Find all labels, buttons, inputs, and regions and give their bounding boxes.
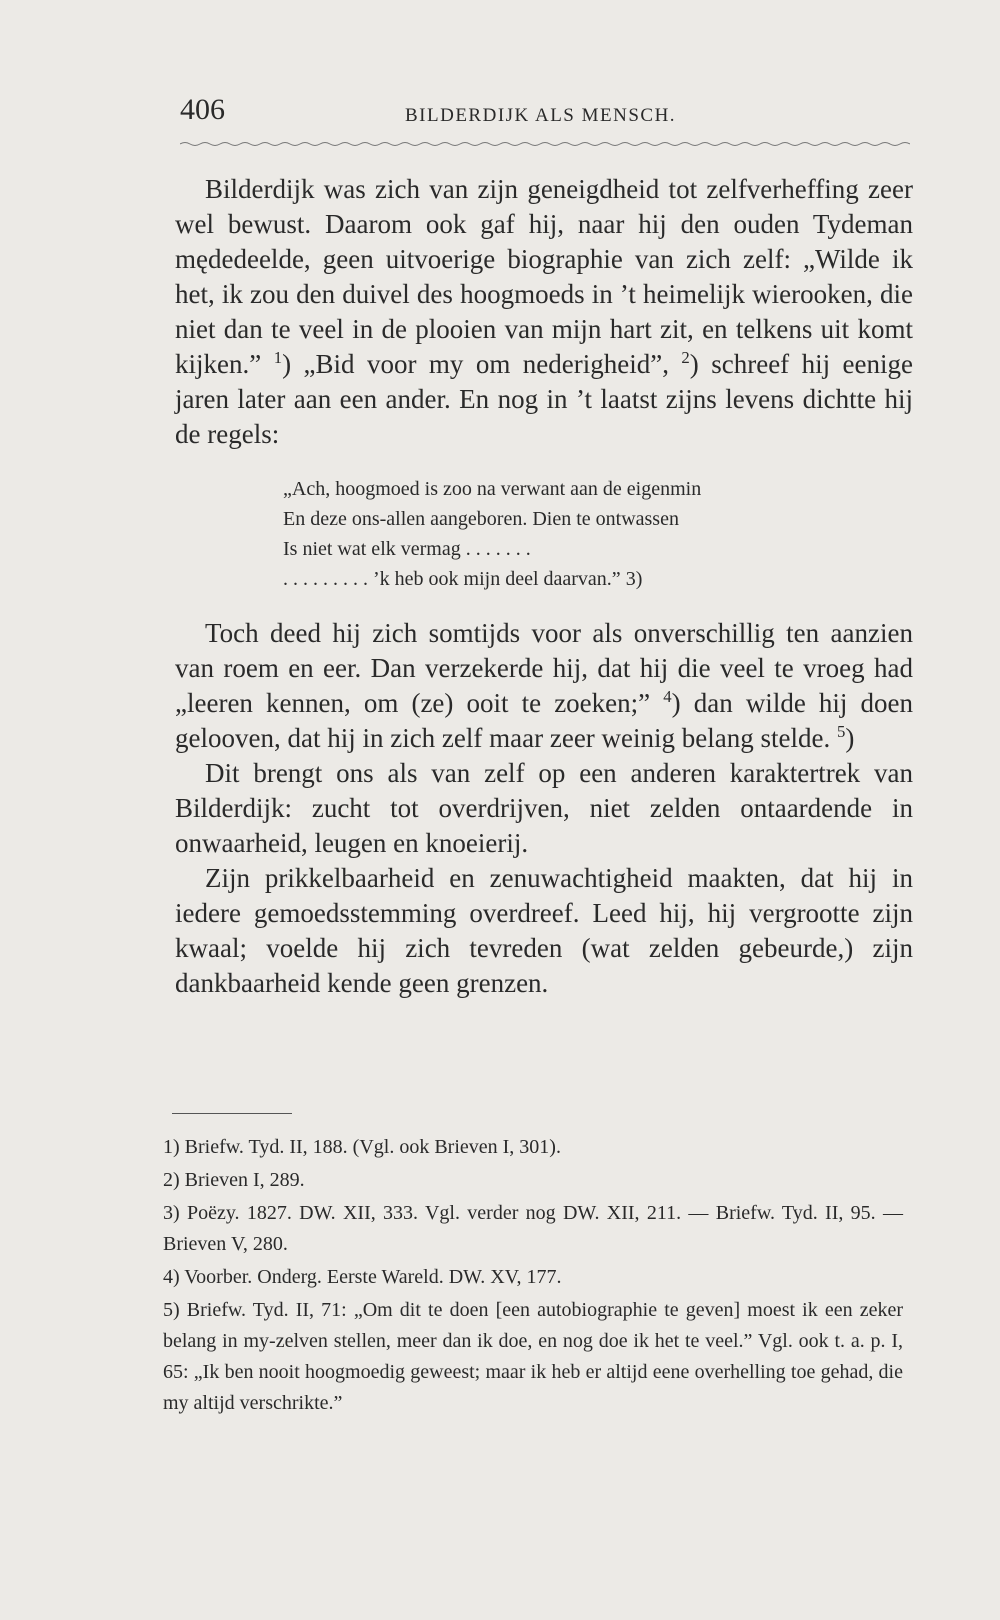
paragraph-2: Toch deed hij zich somtijds voor als onverschillig ten aanzien van roem en eer. Dan verzekerde hij, dat hij die veel te vroeg had „leeren kennen, om (ze) ooit te zoeken;” $^4$) dan wilde hij doen gelooven, dat hij in zich zelf maar zeer weinig belang stelde. $^5$) xyxy=(175,618,913,753)
verse-line-3: Is niet wat elk vermag . . . . . . . xyxy=(283,538,531,560)
verse-line-2: En deze ons-allen aangeboren. Dien te ontwassen xyxy=(283,508,679,530)
footnote-separator xyxy=(172,1113,292,1114)
verse-line-4: . . . . . . . . . ’k heb ook mijn deel daarvan.” 3) xyxy=(283,568,643,590)
running-title: BILDERDIJK ALS MENSCH. xyxy=(405,105,677,126)
footnote-ref-2: 2 xyxy=(681,348,690,367)
footnote-ref-3: 3) xyxy=(625,568,643,590)
footnote-ref-1: 1 xyxy=(273,348,283,367)
footnote-ref-4: 4 xyxy=(663,687,672,706)
page-number: 406 xyxy=(180,93,225,126)
header-wavy-rule xyxy=(180,140,910,148)
paragraph-3: Dit brengt ons als van zelf op een anderen karaktertrek van Bilderdijk: zucht tot overdrijven, niet zelden ontaardende in onwaarheid, leugen en knoeierij. xyxy=(175,758,913,858)
footnote-5: 5) Briefw. Tyd. II, 71: „Om dit te doen [een autobiographie te geven] moest ik een zeker belang in my-zelven stellen, meer dan ik doe, en nog doe ik het te veel.” Vgl. ook t. a. p. I, 65: „Ik ben nooit hoogmoedig geweest; maar ik heb er altijd eene overhelling toe gehad, die my altijd verschrikte.” xyxy=(163,1299,903,1414)
verse-quote xyxy=(283,474,913,594)
footnote-1: 1) Briefw. Tyd. II, 188. (Vgl. ook Brieven I, 301). xyxy=(163,1136,561,1158)
footnote-2: 2) Brieven I, 289. xyxy=(163,1169,305,1191)
verse-line-1: „Ach, hoogmoed is zoo na verwant aan de eigenmin xyxy=(283,478,702,500)
main-text xyxy=(175,172,913,1001)
page-header xyxy=(180,92,900,132)
footnote-3: 3) Poëzy. 1827. DW. XII, 333. Vgl. verder nog DW. XII, 211. — Briefw. Tyd. II, 95. — Brieven V, 280. xyxy=(163,1202,903,1255)
footnotes xyxy=(163,1132,903,1421)
footnote-4: 4) Voorber. Onderg. Eerste Wareld. DW. XV, 177. xyxy=(163,1266,562,1288)
paragraph-1: Bilderdijk was zich van zijn geneigdheid tot zelfverheffing zeer wel bewust. Daarom ook gaf hij, naar hij den ouden Tydeman mędedeelde, geen uitvoerige biographie van zich zelf: „Wilde ik het, ik zou den duivel des hoogmoeds in ’t heimelijk wierooken, die niet dan te veel in de plooien van mijn hart zit, en telkens uit komt kijken.” $^1$) „Bid voor my om nederigheid”, $^2$) schreef hij eenige jaren later aan een ander. En nog in ’t laatst zijns levens dichtte hij de regels: xyxy=(175,174,914,449)
paragraph-4: Zijn prikkelbaarheid en zenuwachtigheid maakten, dat hij in iedere gemoedsstemming overdreef. Leed hij, hij vergrootte zijn kwaal; voelde hij zich tevreden (wat zelden gebeurde,) zijn dankbaarheid kende geen grenzen. xyxy=(175,863,913,998)
footnote-ref-5: 5 xyxy=(836,722,846,741)
